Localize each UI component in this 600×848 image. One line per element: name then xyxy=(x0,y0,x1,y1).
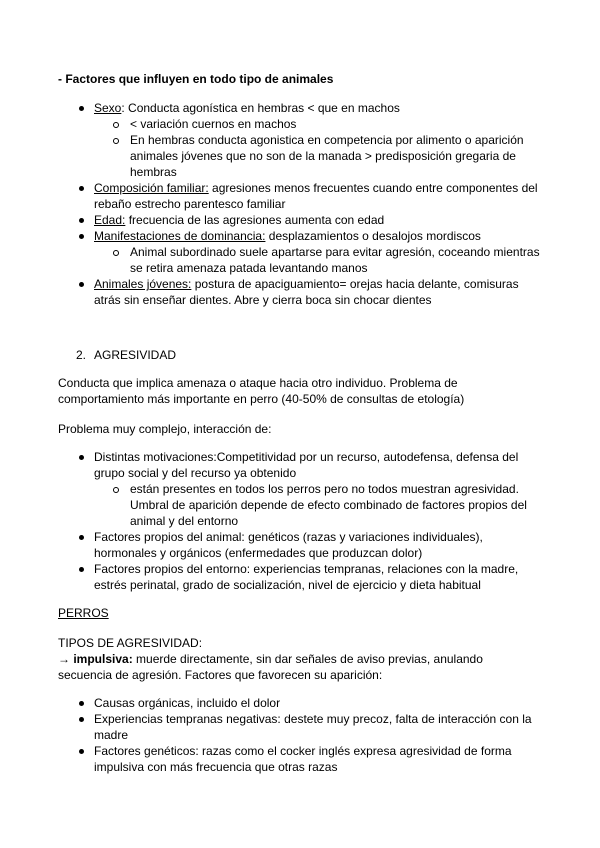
paragraph-line: comportamiento más importante en perro (40-50% de consultas de etología) xyxy=(58,392,465,406)
list-item-line: hormonales y orgánicos (enfermedades que produzcan dolor) xyxy=(94,546,423,560)
list-item-line: madre xyxy=(94,728,129,742)
sub-item-line: se retira amenaza patada levantando manos xyxy=(130,261,368,275)
bullet-icon xyxy=(79,106,84,111)
item-label: Sexo xyxy=(94,101,122,115)
list-item-line: grupo social y del recurso ya obtenido xyxy=(94,466,297,480)
section-heading xyxy=(58,71,333,87)
sub-item-line: hembras xyxy=(130,165,177,179)
list-item: Causas orgánicas, incluido el dolor xyxy=(94,696,281,710)
item-label: Composición familiar: xyxy=(94,181,209,195)
item-text-line: rebaño estrecho parentesco familiar xyxy=(94,197,286,211)
paragraph: Problema muy complejo, interacción de: xyxy=(58,422,272,436)
bullet-icon xyxy=(79,701,84,706)
item-label: Animales jóvenes: xyxy=(94,277,192,291)
item-label: Manifestaciones de dominancia: xyxy=(94,229,266,243)
item-text: desplazamientos o desalojos mordiscos xyxy=(265,229,481,243)
list-item-line: Factores genéticos: razas como el cocker inglés expresa agresividad de forma xyxy=(94,744,512,758)
subheading: TIPOS DE AGRESIVIDAD: xyxy=(58,636,203,650)
bullet-icon xyxy=(79,186,84,191)
list-item-animales-jovenes xyxy=(94,276,519,292)
item-text-line: atrás sin enseñar dientes. Abre y cierra boca sin chocar dientes xyxy=(94,293,432,307)
bullet-icon xyxy=(79,455,84,460)
sub-bullet-icon xyxy=(113,138,119,144)
paragraph-line: secuencia de agresión. Factores que favorecen su aparición: xyxy=(58,668,383,682)
sub-bullet-icon xyxy=(113,122,119,128)
sub-bullet-icon xyxy=(113,250,119,256)
section-heading-perros: PERROS xyxy=(58,606,109,620)
list-item-sexo xyxy=(94,100,400,116)
heading-text: Factores que influyen en todo tipo de animales xyxy=(65,72,334,86)
sub-item-line: En hembras conducta agonistica en competencia por alimento o aparición xyxy=(130,133,524,147)
bullet-icon xyxy=(79,567,84,572)
sub-item: < variación cuernos en machos xyxy=(130,117,297,131)
item-text: agresiones menos frecuentes cuando entre componentes del xyxy=(208,181,538,195)
list-item-edad xyxy=(94,212,384,228)
bullet-icon xyxy=(79,282,84,287)
item-text: frecuencia de las agresiones aumenta con edad xyxy=(125,213,385,227)
paragraph-line: Conducta que implica amenaza o ataque hacia otro individuo. Problema de xyxy=(58,376,458,390)
bullet-icon xyxy=(79,535,84,540)
sub-bullet-icon xyxy=(113,487,119,493)
sub-item-line: animales jóvenes que no son de la manada > predisposición gregaria de xyxy=(130,149,516,163)
sub-item-line: Animal subordinado suele apartarse para evitar agresión, coceando mientras xyxy=(130,245,540,259)
item-label: Edad: xyxy=(94,213,126,227)
list-item-composicion xyxy=(94,180,538,196)
list-item-line: Factores propios del entorno: experiencias tempranas, relaciones con la madre, xyxy=(94,562,519,576)
arrow-icon: → xyxy=(58,652,70,666)
paragraph-line xyxy=(58,651,483,667)
sub-item-line: están presentes en todos los perros pero no todos muestran agresividad. xyxy=(130,482,519,496)
sub-item-line: animal y del entorno xyxy=(130,514,239,528)
list-item-line: Experiencias tempranas negativas: destete muy precoz, falta de interacción con la xyxy=(94,712,532,726)
sub-item-line: Umbral de aparición depende de efecto combinado de factores propios del xyxy=(130,498,527,512)
item-text: : Conducta agonística en hembras < que en machos xyxy=(121,101,400,115)
bullet-icon xyxy=(79,234,84,239)
list-item-line: Factores propios del animal: genéticos (razas y variaciones individuales), xyxy=(94,530,483,544)
list-item-line: impulsiva con más frecuencia que otras razas xyxy=(94,760,338,774)
bullet-icon xyxy=(79,218,84,223)
term-label: impulsiva: xyxy=(73,652,133,666)
section-title: AGRESIVIDAD xyxy=(94,348,177,362)
list-item-line: Distintas motivaciones:Competitividad por un recurso, autodefensa, defensa del xyxy=(94,450,519,464)
list-item-line: estrés perinatal, grado de socialización, nivel de ejercicio y dieta habitual xyxy=(94,578,481,592)
term-text: muerde directamente, sin dar señales de aviso previas, anulando xyxy=(132,652,483,666)
item-text: postura de apaciguamiento= orejas hacia delante, comisuras xyxy=(191,277,519,291)
heading-dash: - xyxy=(58,72,62,86)
list-item-manifestaciones xyxy=(94,228,481,244)
bullet-icon xyxy=(79,717,84,722)
section-number: 2. xyxy=(76,348,87,362)
bullet-icon xyxy=(79,749,84,754)
